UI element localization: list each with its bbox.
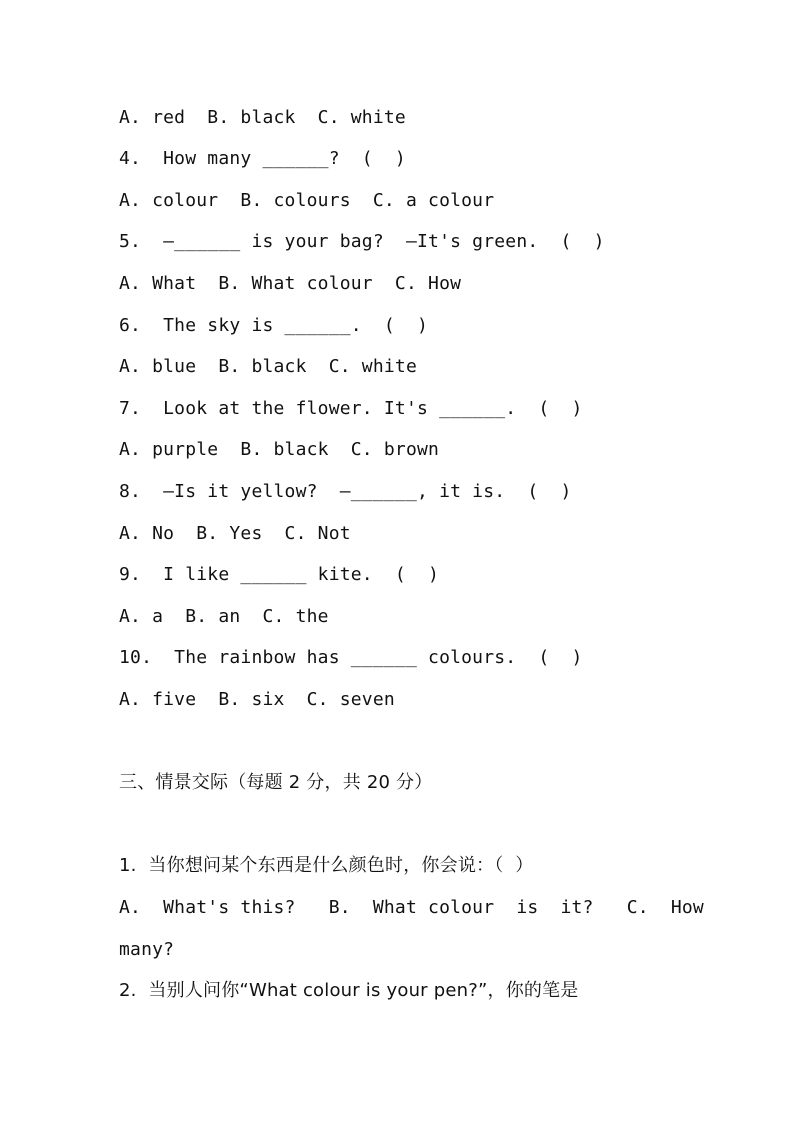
q4-options: A. colour B. colours C. a colour (119, 190, 495, 211)
s3-q2-stem: 2. 当别人问你“What colour is your pen?”，你的笔是 (119, 980, 579, 1001)
section-3-heading: 三、情景交际（每题 2 分，共 20 分） (119, 772, 433, 793)
q8-stem: 8. —Is it yellow? —______, it is. ( ) (119, 481, 572, 502)
q5-stem: 5. —______ is your bag? —It's green. ( ) (119, 231, 605, 252)
q3-options: A. red B. black C. white (119, 107, 406, 128)
q4-stem: 4. How many ______? ( ) (119, 148, 406, 169)
q10-stem: 10. The rainbow has ______ colours. ( ) (119, 647, 583, 668)
q9-stem: 9. I like ______ kite. ( ) (119, 564, 440, 585)
q5-options: A. What B. What colour C. How (119, 273, 462, 294)
q6-options: A. blue B. black C. white (119, 356, 417, 377)
s3-q1-stem: 1. 当你想问某个东西是什么颜色时，你会说：（ ） (119, 855, 534, 876)
q7-stem: 7. Look at the flower. It's ______. ( ) (119, 398, 583, 419)
q8-options: A. No B. Yes C. Not (119, 523, 351, 544)
s3-q1-options-cont: many? (119, 939, 175, 960)
q9-options: A. a B. an C. the (119, 606, 329, 627)
q6-stem: 6. The sky is ______. ( ) (119, 315, 429, 336)
s3-q1-options: A. What's this? B. What colour is it? C. How (119, 897, 704, 918)
q10-options: A. five B. six C. seven (119, 689, 395, 710)
q7-options: A. purple B. black C. brown (119, 439, 440, 460)
